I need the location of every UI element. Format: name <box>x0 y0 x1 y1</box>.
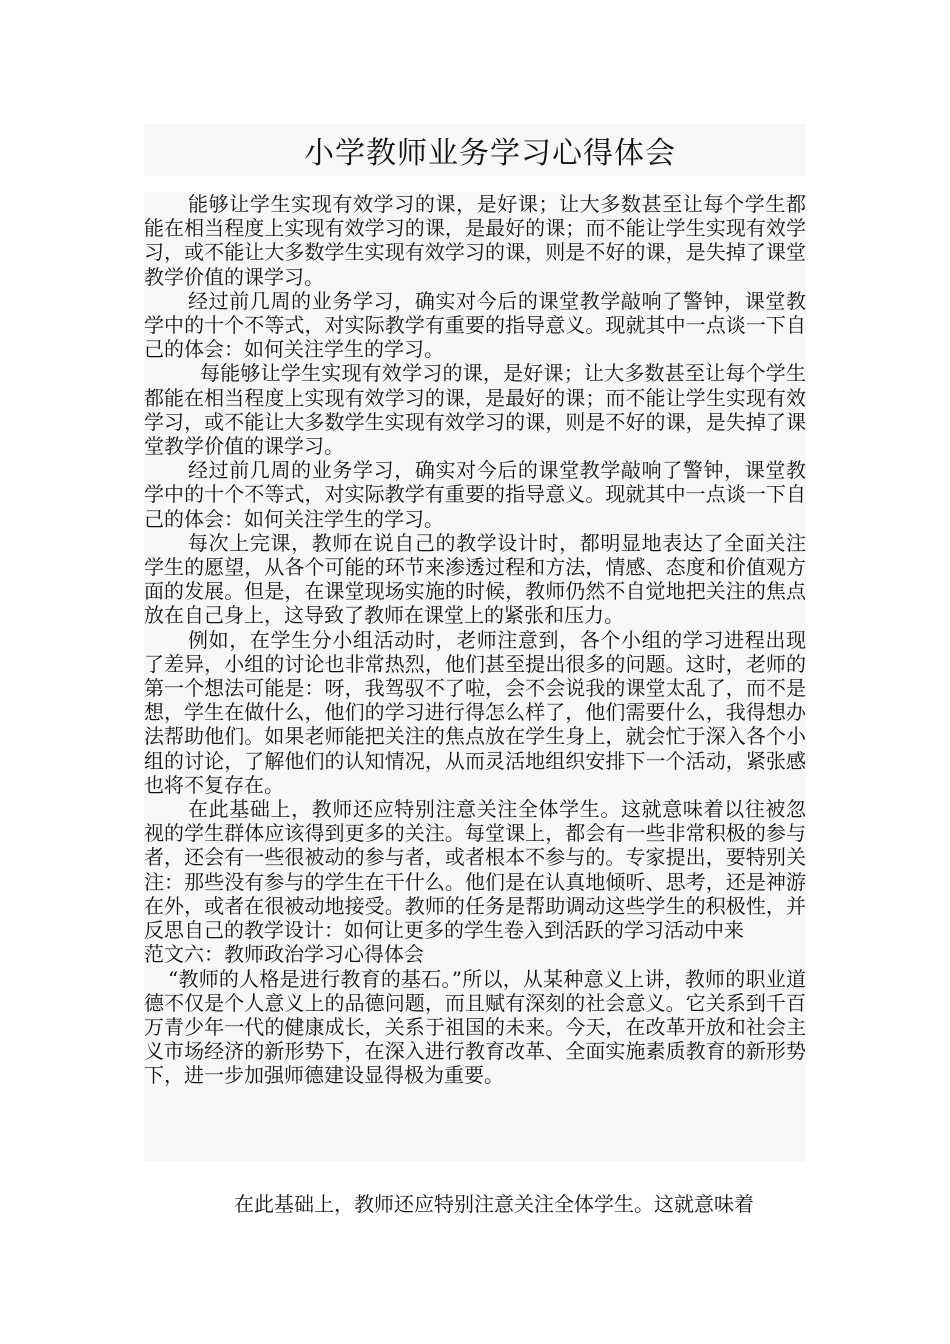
paragraph-8: “教师的人格是进行教育的基石。”所以，从某种意义上讲，教师的职业道德不仅是个人意义上的品德问题，而且赋有深刻的社会意义。它关系到千百万青少年一代的健康成长，关系于祖国的未来。今天，在改革开放和社会主义市场经济的新形势下，在深入进行教育改革、全面实施素质教育的新形势下，进一步加强师德建设显得极为重要。 <box>144 966 806 1088</box>
paragraph-1: 能够让学生实现有效学习的课，是好课；让大多数甚至让每个学生都能在相当程度上实现有效学习的课，是最好的课；而不能让学生实现有效学习，或不能让大多数学生实现有效学习的课，则是不好的课，是失掉了课堂教学价值的课学习。 <box>144 192 806 289</box>
paragraph-2: 经过前几周的业务学习，确实对今后的课堂教学敲响了警钟，课堂教学中的十个不等式，对实际教学有重要的指导意义。现就其中一点谈一下自己的体会：如何关注学生的学习。 <box>144 288 806 362</box>
paragraph-3: 每能够让学生实现有效学习的课，是好课；让大多数甚至让每个学生都能在相当程度上实现有效学习的课，是最好的课；而不能让学生实现有效学习，或不能让大多数学生实现有效学习的课，则是不好的课，是失掉了课堂教学价值的课学习。 <box>144 361 806 459</box>
paragraph-5: 每次上完课，教师在说自己的教学设计时，都明显地表达了全面关注学生的愿望，从各个可能的环节来渗透过程和方法，情感、态度和价值观方面的发展。但是，在课堂现场实施的时候，教师仍然不自觉地把关注的焦点放在自己身上，这导致了教师在课堂上的紧张和压力。 <box>144 530 806 628</box>
paragraph-6: 例如，在学生分小组活动时，老师注意到，各个小组的学习进程出现了差异，小组的讨论也非常热烈，他们甚至提出很多的问题。这时，老师的第一个想法可能是：呀，我驾驭不了啦，会不会说我的课堂太乱了，而不是想，学生在做什么，他们的学习进行得怎么样了，他们需要什么，我得想办法帮助他们。如果老师能把关注的焦点放在学生身上，就会忙于深入各个小组的讨论，了解他们的认知情况，从而灵活地组织安排下一个活动，紧张感也将不复存在。 <box>144 627 806 797</box>
document-title: 小学教师业务学习心得体会 <box>304 136 676 171</box>
paragraph-7: 在此基础上，教师还应特别注意关注全体学生。这就意味着以往被忽视的学生群体应该得到更多的关注。每堂课上，都会有一些非常积极的参与者，还会有一些很被动的参与者，或者根本不参与的。专家提出，要特别关注：那些没有参与的学生在干什么。他们是在认真地倾听、思考，还是神游在外，或者在很被动地接受。教师的任务是帮助调动这些学生的积极性，并反思自己的教学设计：如何让更多的学生卷入到活跃的学习活动中来 <box>144 797 806 943</box>
trailing-paragraph: 在此基础上，教师还应特别注意关注全体学生。这就意味着 <box>234 1192 754 1216</box>
title-block <box>144 124 806 176</box>
paragraph-4: 经过前几周的业务学习，确实对今后的课堂教学敲响了警钟，课堂教学中的十个不等式，对实际教学有重要的指导意义。现就其中一点谈一下自己的体会：如何关注学生的学习。 <box>144 458 806 531</box>
section-heading: 范文六：教师政治学习心得体会 <box>144 942 424 967</box>
document-body <box>144 192 806 1162</box>
